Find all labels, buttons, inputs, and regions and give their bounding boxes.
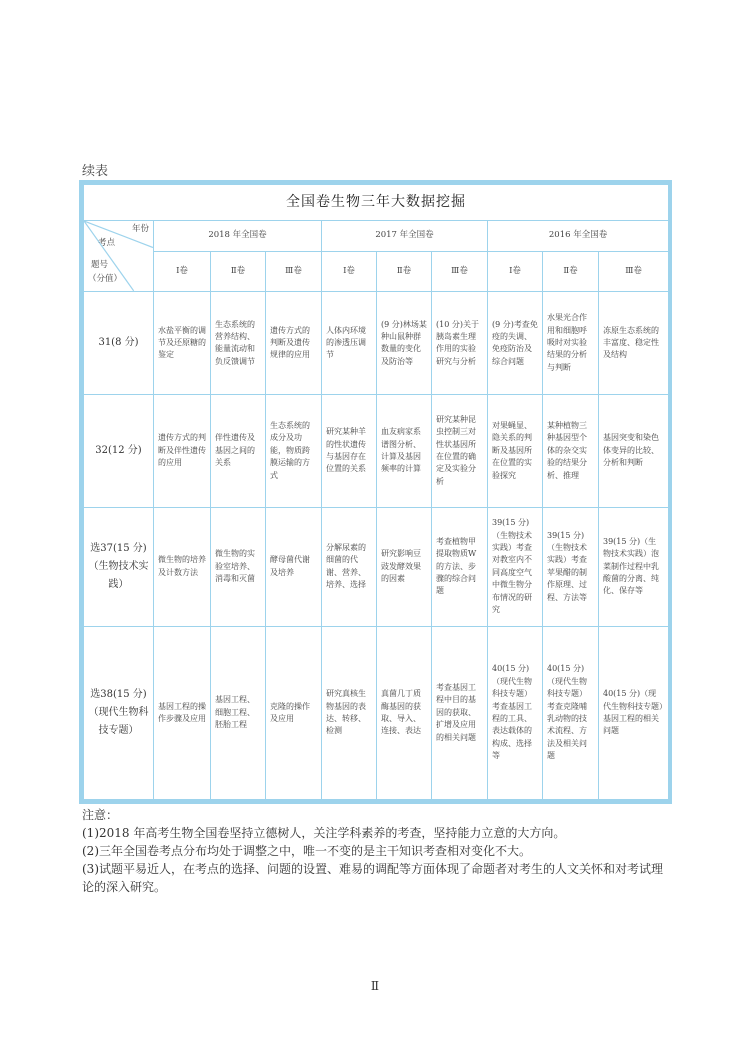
page-number: Ⅱ	[370, 979, 380, 993]
table-cell: (9 分)林场某种山鼠种群数量的变化及防治等	[377, 292, 432, 395]
table-cell: 研究真核生物基因的表达、转移、检测	[322, 626, 377, 799]
table-cell: 冻原生态系统的丰富度、稳定性及结构	[599, 292, 669, 395]
table-cell: 生态系统的成分及功能，物质跨膜运输的方式	[266, 395, 322, 507]
table-title: 全国卷生物三年大数据挖掘	[84, 185, 669, 221]
table-row	[84, 292, 669, 395]
question-number: 选38(15 分)（现代生物科技专题）	[84, 626, 154, 799]
table-row	[84, 507, 669, 626]
corner-score-label: （分值）	[88, 274, 123, 285]
table-cell: (10 分)关于胰岛素生理作用的实验研究与分析	[432, 292, 488, 395]
table-cell: 生态系统的营养结构、能量流动和负反馈调节	[211, 292, 266, 395]
volume-header: Ⅰ卷	[488, 251, 543, 291]
table-cell: (9 分)考查免疫的失调、免疫防治及综合问题	[488, 292, 543, 395]
table-cell: 考查基因工程中目的基因的获取、扩增及应用的相关问题	[432, 626, 488, 799]
volume-header: Ⅲ卷	[599, 251, 669, 291]
volume-header: Ⅱ卷	[211, 251, 266, 291]
table-cell: 真菌几丁质酶基因的获取、导入、连接、表达	[377, 626, 432, 799]
notes-heading: 注意：	[82, 808, 119, 822]
year-header-2016: 2016 年全国卷	[488, 221, 669, 251]
volume-header: Ⅱ卷	[377, 251, 432, 291]
table-cell: 对果蝇显、隐关系的判断及基因所在位置的实验探究	[488, 395, 543, 507]
table-cell: 基因突变和染色体变异的比较、分析和判断	[599, 395, 669, 507]
table-cell: 39(15 分)（生物技术实践）考查苹果醋的制作原理、过程、方法等	[543, 507, 599, 626]
table-cell: 分解尿素的细菌的代谢、营养、培养、选择	[322, 507, 377, 626]
volume-header: Ⅱ卷	[543, 251, 599, 291]
table-cell: 水果光合作用和细胞呼吸时对实验结果的分析与判断	[543, 292, 599, 395]
table-cell: 伴性遗传及基因之间的关系	[211, 395, 266, 507]
data-table	[83, 184, 669, 800]
volume-header: Ⅰ卷	[154, 251, 211, 291]
volume-header: Ⅲ卷	[266, 251, 322, 291]
table-cell: 水盐平衡的调节及还原糖的鉴定	[154, 292, 211, 395]
table-cell: 考查植物甲提取物质W的方法、步骤的综合问题	[432, 507, 488, 626]
table-cell: 血友病家系谱图分析、计算及基因频率的计算	[377, 395, 432, 507]
question-number: 32(12 分)	[84, 395, 154, 507]
corner-point-label: 考点	[98, 238, 116, 249]
table-cell: 人体内环境的渗透压调节	[322, 292, 377, 395]
table-cell: 40(15 分)（现代生物科技专题）基因工程的相关问题	[599, 626, 669, 799]
year-header-2018: 2018 年全国卷	[154, 221, 322, 251]
table-cell: 遗传方式的判断及遗传规律的应用	[266, 292, 322, 395]
table-cell: 克隆的操作及应用	[266, 626, 322, 799]
table-cell: 基因工程、细胞工程、胚胎工程	[211, 626, 266, 799]
table-cell: 39(15 分)（生物技术实践）考查对教室内不同高度空气中微生物分布情况的研究	[488, 507, 543, 626]
year-header-2017: 2017 年全国卷	[322, 221, 488, 251]
volume-header: Ⅰ卷	[322, 251, 377, 291]
corner-qno-label: 题号	[91, 260, 109, 271]
table-cell: 某种植物三种基因型个体的杂交实验的结果分析、推理	[543, 395, 599, 507]
table-row	[84, 395, 669, 507]
notes-section	[82, 806, 672, 896]
table-cell: 研究影响豆豉发酵效果的因素	[377, 507, 432, 626]
table-cell: 酵母菌代谢及培养	[266, 507, 322, 626]
table-cell: 研究某种昆虫控制三对性状基因所在位置的确定及实验分析	[432, 395, 488, 507]
table-cell: 基因工程的操作步骤及应用	[154, 626, 211, 799]
table-cell: 微生物的培养及计数方法	[154, 507, 211, 626]
corner-header	[84, 221, 154, 292]
question-number: 31(8 分)	[84, 292, 154, 395]
data-table-frame	[79, 180, 672, 804]
table-cell: 遗传方式的判断及伴性遗传的应用	[154, 395, 211, 507]
note-item: (3)试题平易近人，在考点的选择、问题的设置、难易的调配等方面体现了命题者对考生的人文关怀和对考试理论的深入研究。	[82, 862, 664, 894]
table-row	[84, 626, 669, 799]
volume-header: Ⅲ卷	[432, 251, 488, 291]
table-cell: 研究某种羊的性状遗传与基因存在位置的关系	[322, 395, 377, 507]
table-cell: 39(15 分)（生物技术实践）泡菜制作过程中乳酸菌的分离、纯化、保存等	[599, 507, 669, 626]
table-cell: 微生物的实验室培养、消毒和灭菌	[211, 507, 266, 626]
note-item: (2)三年全国卷考点分布均处于调整之中，唯一不变的是主干知识考查相对变化不大。	[82, 844, 532, 858]
note-item: (1)2018 年高考生物全国卷坚持立德树人，关注学科素养的考查，坚持能力立意的大方向。	[82, 826, 566, 840]
table-cell: 40(15 分)（现代生物科技专题）考查克隆哺乳动物的技术流程、方法及相关问题	[543, 626, 599, 799]
corner-year-label: 年份	[131, 224, 149, 235]
continued-label: 续表	[82, 164, 109, 179]
question-number: 选37(15 分)（生物技术实践）	[84, 507, 154, 626]
table-cell: 40(15 分)（现代生物科技专题）考查基因工程的工具、表达载体的构成、选择等	[488, 626, 543, 799]
